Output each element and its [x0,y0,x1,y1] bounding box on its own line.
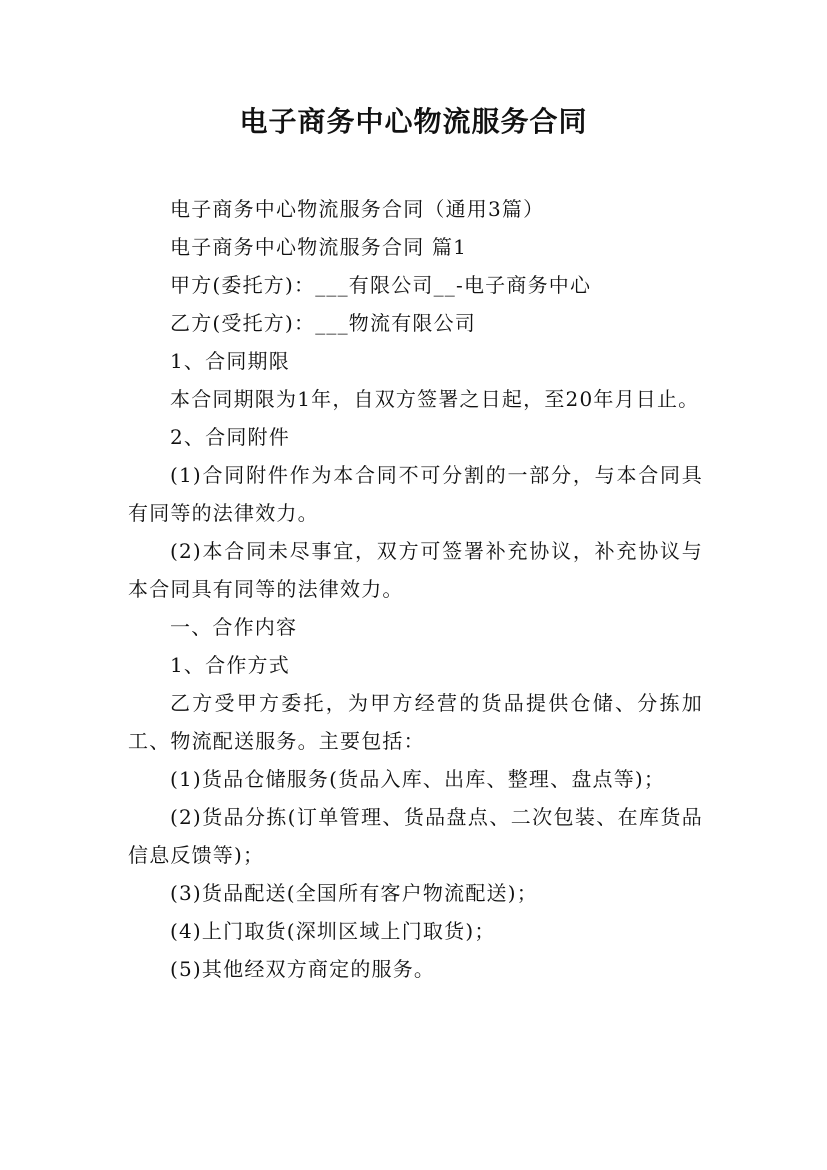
paragraph-cooperation-method: 1、合作方式 [170,653,290,677]
paragraph-term-heading: 1、合同期限 [170,349,290,373]
paragraph-party-b: 乙方(受托方)：___物流有限公司 [170,311,477,335]
list-item-pickup: (4)上门取货(深圳区域上门取货)； [170,919,496,943]
paragraph-section-heading: 电子商务中心物流服务合同 篇1 [170,235,468,259]
paragraph-cooperation-heading: 一、合作内容 [170,615,298,639]
paragraph-cooperation-text: 乙方受甲方委托，为甲方经营的货品提供仓储、分拣加工、物流配送服务。主要包括： [128,691,703,753]
list-item-other: (5)其他经双方商定的服务。 [170,957,436,981]
paragraph-party-a: 甲方(委托方)：___有限公司__-电子商务中心 [170,273,592,297]
paragraph-annex-1: (1)合同附件作为本合同不可分割的一部分，与本合同具有同等的法律效力。 [128,463,703,525]
paragraph-annex-heading: 2、合同附件 [170,425,290,449]
document-title: 电子商务中心物流服务合同 [239,105,588,138]
paragraph-annex-2: (2)本合同未尽事宜，双方可签署补充协议，补充协议与本合同具有同等的法律效力。 [128,539,703,601]
document-body [128,190,703,988]
list-item-storage: (1)货品仓储服务(货品入库、出库、整理、盘点等)； [170,767,666,791]
paragraph-subtitle: 电子商务中心物流服务合同（通用3篇） [170,197,545,221]
list-item-delivery: (3)货品配送(全国所有客户物流配送)； [170,881,538,905]
list-item-sorting: (2)货品分拣(订单管理、货品盘点、二次包装、在库货品信息反馈等)； [128,805,703,867]
paragraph-term-text: 本合同期限为1年，自双方签署之日起，至20年月日止。 [170,387,700,411]
